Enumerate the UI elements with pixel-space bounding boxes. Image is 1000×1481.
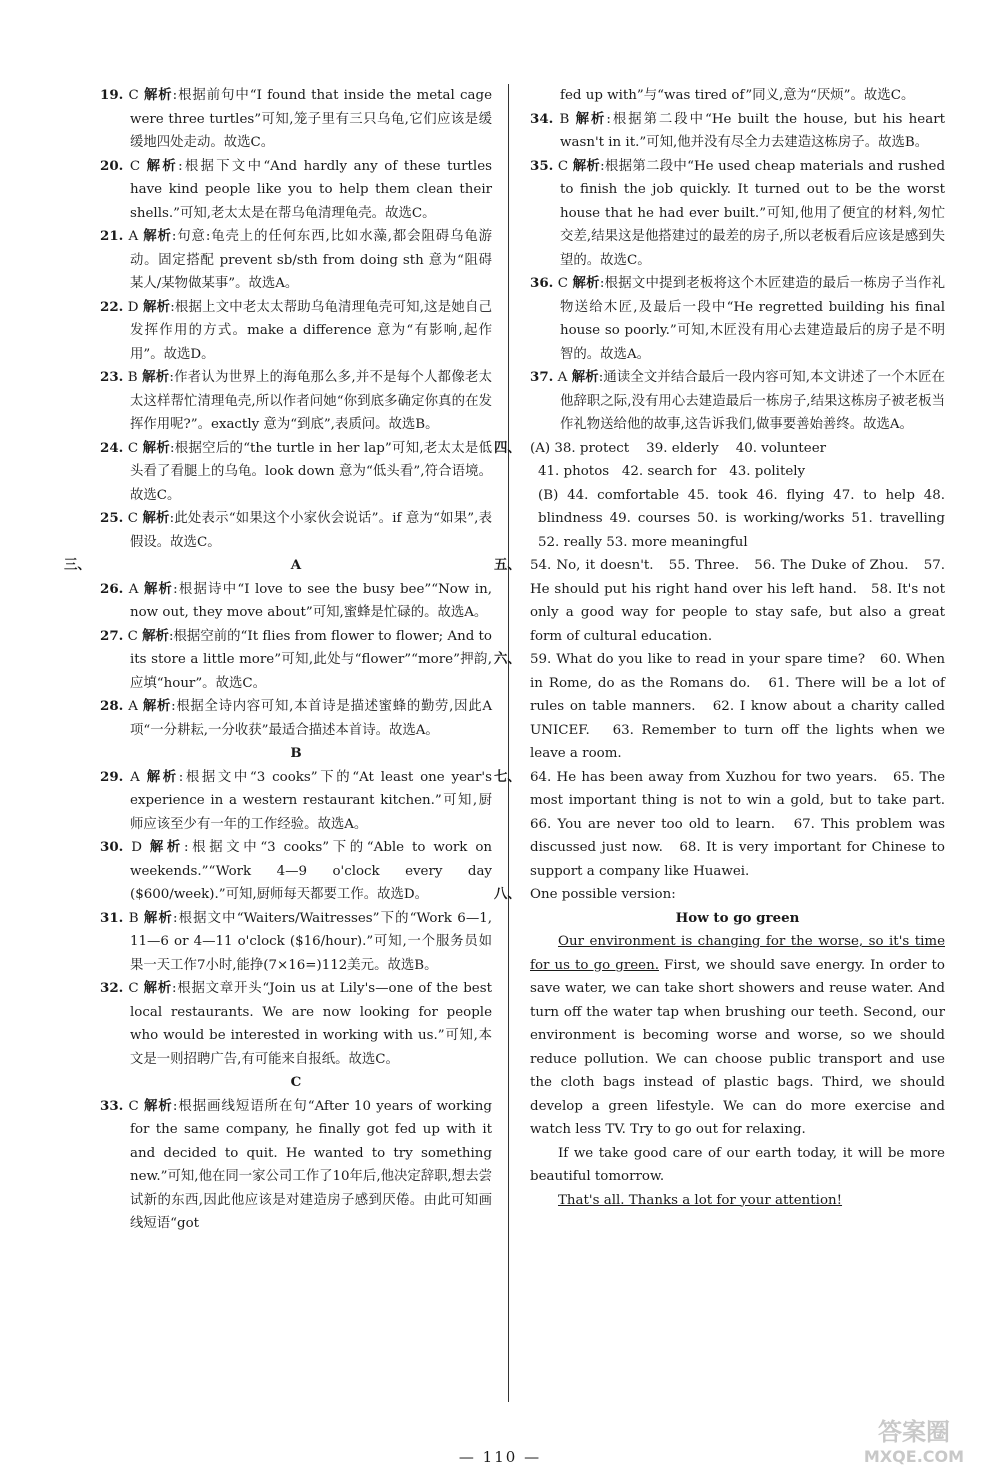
answer-32: 32. C 解析:根据文章开头“Join us at Lily's—one of the best local restaurants. We are now looking for people who would be interested in working with us.”可知,本文是一则招聘广告,有可能来自报纸。故选C。 (100, 980, 492, 1067)
left-column (64, 84, 493, 1236)
right-column (494, 84, 958, 1212)
answer-36: 36. C 解析:根据文中提到老板将这个木匠建造的最后一栋房子当作礼物送给木匠,及最后一段中“He regretted building his final house so poorly.”可知,木匠没有用心去建造最后的房子是不明智的。故选A。 (530, 275, 946, 362)
answer-34: 34. B 解析:根据第二段中“He built the house, but his heart wasn't in it.”可知,他并没有尽全力去建造这栋房子。故选B。 (530, 110, 945, 150)
answer-27: 27. C 解析:根据空前的“It flies from flower to flower; And to its store a little more”可知,此处与“flower”“more”押韵,应填“hour”。故选C。 (100, 627, 492, 691)
section-4 (494, 437, 945, 555)
answer-22: 22. D 解析:根据上文中老太太帮助乌龟清理龟壳可知,这是她自己发挥作用的方式。make a difference 意为“有影响,起作用”。故选D。 (100, 298, 492, 362)
essay-intro: One possible version: (530, 887, 676, 902)
section-5-text: 54. No, it doesn't. 55. Three. 56. The Duke of Zhou. 57. He should put his right hand over his left hand. 58. It's not only a good way for people to stay safe, but also a great form of cultural education. (530, 558, 950, 644)
answer-33: 33. C 解析:根据画线短语所在句“After 10 years of working for the same company, he finally got fed up with it and decided to quit. He wanted to try something new.”可知,他在同一家公司工作了10年后,他决定辞职,想去尝试新的东西,因此他应该是对建造房子感到厌倦。由此可知画线短语“got (100, 1097, 492, 1231)
section-6-text: 59. What do you like to read in your spare time? 60. When in Rome, do as the Romans do. 61. There will be a lot of rules on table manners. 62. I know about a charity called UNICEF. 63. Remember to turn off the lights when we leave a room. (530, 652, 950, 761)
section-3-label: 三、 (64, 557, 91, 573)
answer-35: 35. C 解析:根据第二段中“He used cheap materials and rushed to finish the job quickly. It turned out to be the worst house that he had ever built.”可知,他用了便宜的材料,匆忙交差,结果这是他搭建过的最差的房子,所以老板看后应该是感到失望的。故选C。 (530, 157, 946, 268)
answer-26: 26. A 解析:根据诗中“I love to see the busy bee”“Now in, now out, they move about”可知,蜜蜂是忙碌的。故选A。 (100, 580, 492, 620)
essay-paragraph-3 (530, 1189, 945, 1213)
section-8 (494, 883, 945, 1212)
essay-paragraph-1: Our environment is changing for the worse, so it's time for us to go green. First, we should save energy. In order to save water, we can take short showers and reuse water. And turn off the water tap when brushing our teeth. Second, our environment is becoming worse and worse, so we should reduce pollution. We can choose public transport and use the cloth bags instead of plastic bags. Third, we should develop a green lifestyle. We can do more exercise and watch less TV. Try to go out for relaxing. (530, 934, 945, 1137)
section-5-label: 五、 (494, 557, 521, 573)
answer-31: 31. B 解析:根据文中“Waiters/Waitresses”下的“Work 6—1, 11—6 or 4—11 o'clock ($16/hour).”可知,一个服务员如果一天工作7小时,能挣(7×16=)112美元。故选B。 (100, 909, 492, 973)
essay-paragraph-2: If we take good care of our earth today, it will be more beautiful tomorrow. (530, 1145, 945, 1184)
answer-24: 24. C 解析:根据空后的“the turtle in her lap”可知,老太太是低头看了看腿上的乌龟。look down 意为“低头看”,符合语境。故选C。 (100, 439, 492, 503)
section-4-line-2: 41. photos 42. search for 43. politely (538, 464, 806, 479)
subsection-b: B (290, 745, 302, 761)
watermark-text: 答案圈 (878, 1418, 950, 1446)
answer-33-continued: fed up with”与“was tired of”同义,意为“厌烦”。故选C。 (560, 88, 915, 103)
section-4-label: 四、 (494, 439, 521, 456)
answer-21: 21. A 解析:句意:龟壳上的任何东西,比如水藻,都会阻碍乌龟游动。固定搭配 prevent sb/sth from doing sth 意为“阻碍某人/某物做某事”。故选A。 (100, 228, 492, 291)
section-5 (494, 554, 950, 648)
watermark-logo (847, 1410, 982, 1472)
section-7-label: 七、 (494, 768, 521, 785)
subsection-a: A (290, 557, 302, 573)
watermark-domain: MXQE.COM (863, 1447, 965, 1466)
section-6 (494, 648, 950, 766)
essay-title: How to go green (675, 909, 800, 926)
answer-25: 25. C 解析:此处表示“如果这个小家伙会说话”。if 意为“如果”,表假设。故选C。 (100, 510, 492, 550)
answer-37: 37. A 解析:通读全文并结合最后一段内容可知,本文讲述了一个木匠在他辞职之际,没有用心去建造最后一栋房子,结果这栋房子被老板当作礼物送给他的故事,这告诉我们,做事要善始善终。故选A。 (530, 369, 945, 432)
answer-20: 20. C 解析:根据下文中“And hardly any of these turtles have kind people like you to help them clean their shells.”可知,老太太是在帮乌龟清理龟壳。故选C。 (100, 157, 493, 221)
section-3 (64, 554, 492, 1236)
column-divider (508, 84, 509, 1402)
page-number: — 110 — (458, 1448, 542, 1466)
answer-29: 29. A 解析:根据文中“3 cooks”下的“At least one year's experience in a western restaurant kitchen.”可知,厨师应该至少有一年的工作经验。故选A。 (100, 768, 492, 832)
answer-19: 19. C 解析:根据前句中“I found that inside the metal cage were three turtles”可知,笼子里有三只乌龟,它们应该是缓缓地四处走动。故选C。 (100, 87, 492, 150)
section-4-line-1: (A) 38. protect 39. elderly 40. volunteer (530, 440, 827, 456)
answer-28: 28. A 解析:根据全诗内容可知,本首诗是描述蜜蜂的勤劳,因此A项“一分耕耘,一分收获”最适合描述本首诗。故选A。 (100, 698, 492, 738)
section-6-label: 六、 (494, 651, 521, 667)
section-4-line-3: (B) 44. comfortable 45. took 46. flying 47. to help 48. blindness 49. courses 50. is working/works 51. travelling 52. really 53. more meaningful (538, 487, 945, 550)
section-7-text: 64. He has been away from Xuzhou for two years. 65. The most important thing is not to win a gold, but to take part. 66. You are never too old to learn. 67. This problem was discussed just now. 68. It is very important for Chinese to support a company like Huawei. (530, 769, 958, 879)
answer-30: 30. D 解析:根据文中“3 cooks”下的“Able to work on weekends.”“Work 4—9 o'clock every day ($600/week).”可知,厨师每天都要工作。故选D。 (100, 839, 492, 902)
essay-underlined-sentence: Our environment is changing for the worse, so it's time for us to go green. (530, 934, 945, 973)
section-8-label: 八、 (494, 886, 521, 902)
essay-closing: That's all. Thanks a lot for your attention! (558, 1192, 843, 1208)
section-7 (494, 766, 958, 884)
subsection-c: C (290, 1074, 302, 1090)
answer-23: 23. B 解析:作者认为世界上的海龟那么多,并不是每个人都像老太太这样帮忙清理龟壳,所以作者问她“你到底多确定你真的在发挥作用呢?”。exactly 意为“到底”,表质问。故选B。 (100, 369, 492, 432)
